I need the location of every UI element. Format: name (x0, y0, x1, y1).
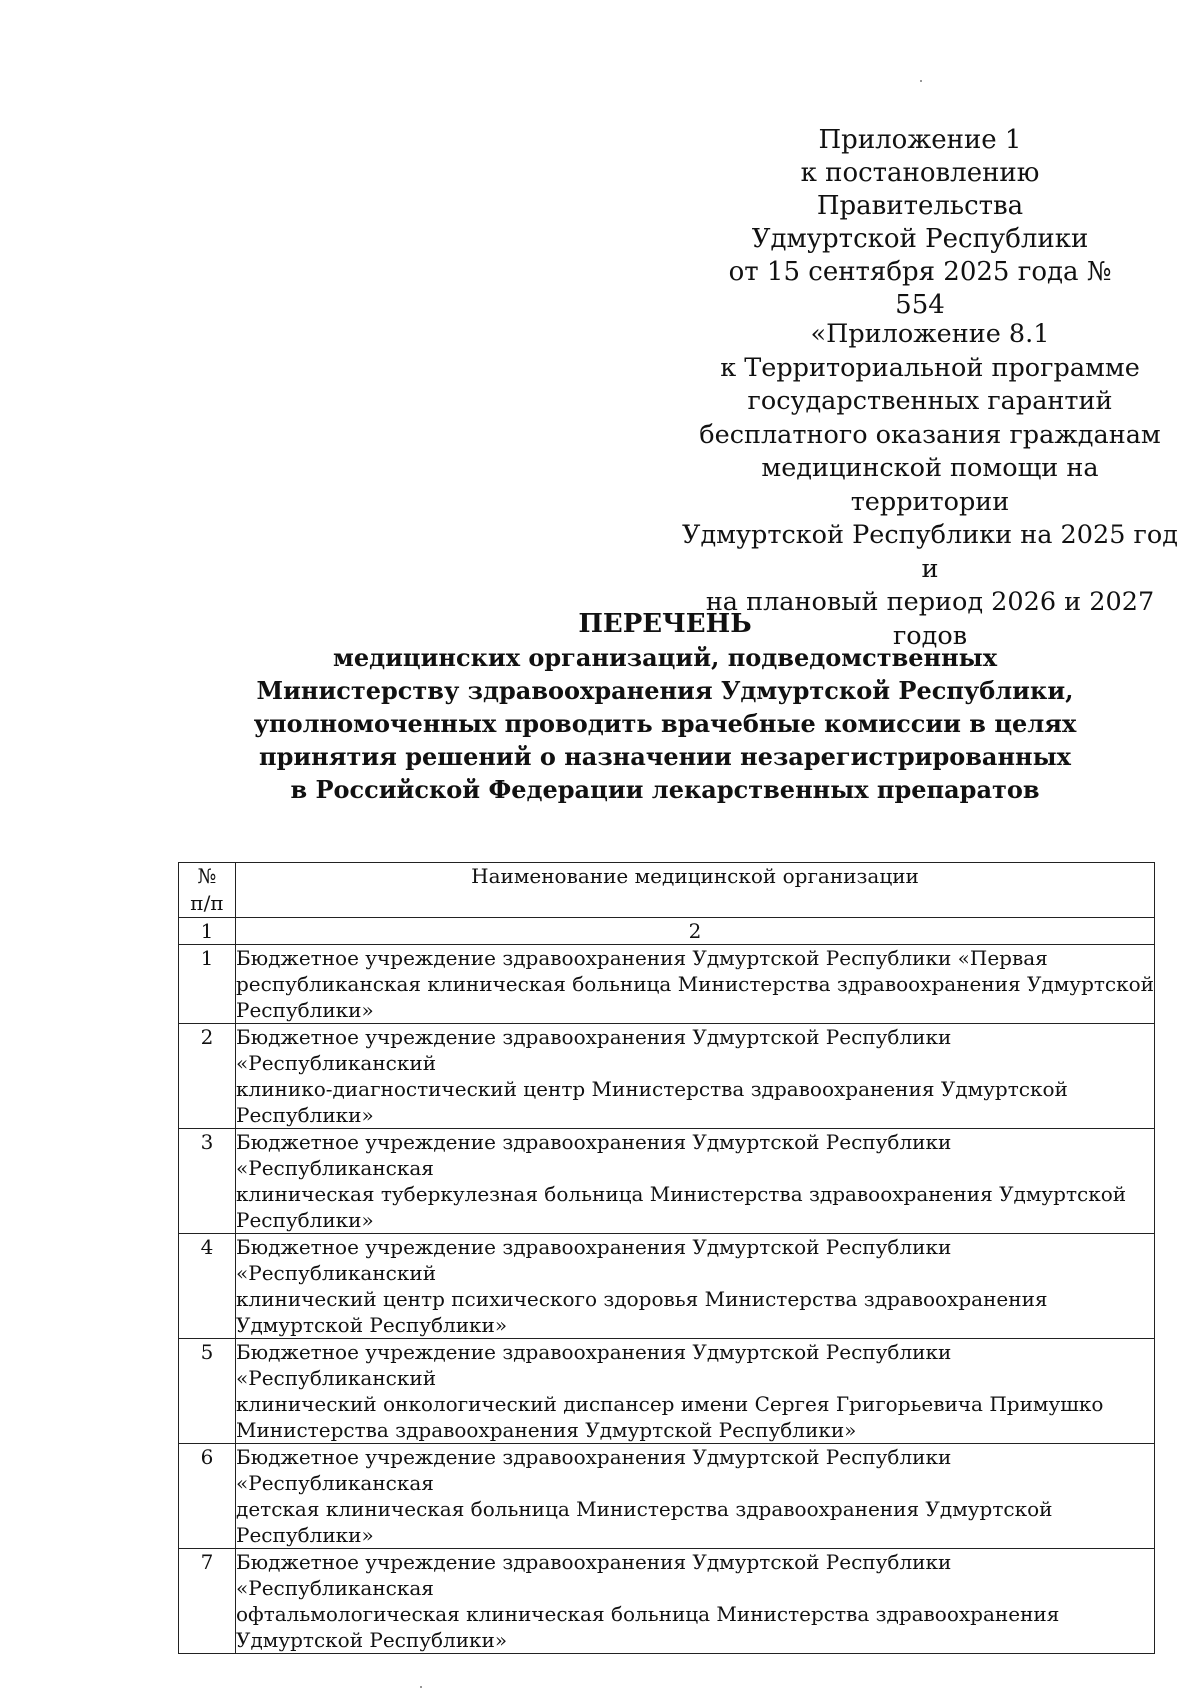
organization-name (236, 1024, 1155, 1129)
organization-name-line: Удмуртской Республики» (236, 1628, 508, 1652)
appendix-8-1-line: государственных гарантий (747, 386, 1113, 416)
organization-name-line: офтальмологическая клиническая больница Министерства здравоохранения (236, 1602, 1060, 1626)
organization-name-line: детская клиническая больница Министерства здравоохранения Удмуртской (236, 1497, 1053, 1521)
table-row (179, 945, 1155, 1024)
table-row (179, 1234, 1155, 1339)
organization-name-line: Бюджетное учреждение здравоохранения Удмуртской Республики «Республиканский (236, 1340, 952, 1390)
organization-name-line: Министерства здравоохранения Удмуртской Республики» (236, 1418, 857, 1442)
organization-name (236, 1339, 1155, 1444)
organization-name-line: Республики» (236, 1523, 374, 1547)
appendix-8-1-line: на плановый период 2026 и 2027 годов (705, 587, 1155, 651)
scan-speck (920, 80, 922, 82)
organization-name-line: республиканская клиническая больница Министерства здравоохранения Удмуртской (236, 972, 1155, 996)
table-row (179, 1339, 1155, 1444)
organization-name (236, 1129, 1155, 1234)
header-number-abbrev: п/п (190, 891, 224, 915)
document-title (170, 607, 1160, 806)
appendix-1-line: Удмуртской Республики (751, 224, 1089, 254)
row-number: 5 (179, 1339, 236, 1444)
organization-name (236, 1234, 1155, 1339)
column-index-1: 1 (179, 918, 236, 945)
appendix-1-reference (700, 124, 1140, 322)
title-subtitle (170, 641, 1160, 806)
organization-name-line: Бюджетное учреждение здравоохранения Удмуртской Республики «Республиканская (236, 1550, 952, 1600)
title-subtitle-line: принятия решений о назначении незарегистрированных (259, 742, 1071, 771)
organization-name-line: Бюджетное учреждение здравоохранения Удмуртской Республики «Республиканский (236, 1235, 952, 1285)
scan-speck (420, 1686, 422, 1688)
organization-name-line: клинический центр психического здоровья Министерства здравоохранения (236, 1287, 1048, 1311)
title-heading: ПЕРЕЧЕНЬ (578, 609, 752, 639)
organization-name-line: Бюджетное учреждение здравоохранения Удмуртской Республики «Республиканский (236, 1025, 952, 1075)
column-index-row (179, 918, 1155, 945)
appendix-8-1-line: к Территориальной программе (720, 352, 1140, 383)
row-number: 6 (179, 1444, 236, 1549)
organization-name (236, 1444, 1155, 1549)
appendix-8-1-line: бесплатного оказания гражданам (699, 419, 1161, 450)
header-number-symbol: № (197, 864, 217, 888)
appendix-8-1-reference (680, 318, 1180, 653)
organization-name-line: Республики» (236, 1208, 374, 1232)
row-number: 1 (179, 945, 236, 1024)
organization-name-line: Республики» (236, 1103, 374, 1127)
row-number: 2 (179, 1024, 236, 1129)
appendix-1-line: от 15 сентября 2025 года № 554 (728, 257, 1112, 320)
organization-name-line: Бюджетное учреждение здравоохранения Удмуртской Республики «Первая (236, 946, 1048, 970)
appendix-8-1-line: медицинской помощи на территории (761, 453, 1099, 517)
title-subtitle-line: медицинских организаций, подведомственных (332, 643, 998, 672)
organization-name-line: Республики» (236, 998, 374, 1022)
organization-name (236, 945, 1155, 1024)
title-subtitle-line: в Российской Федерации лекарственных препаратов (290, 775, 1040, 804)
column-index-2: 2 (236, 918, 1155, 945)
title-subtitle-line: уполномоченных проводить врачебные комиссии в целях (253, 709, 1077, 738)
appendix-8-1-line: «Приложение 8.1 (810, 319, 1050, 349)
row-number: 4 (179, 1234, 236, 1339)
organization-name (236, 1549, 1155, 1654)
appendix-1-line: к постановлению Правительства (800, 158, 1040, 221)
table-row (179, 1024, 1155, 1129)
table-header-row (179, 863, 1155, 918)
appendix-1-line: Приложение 1 (818, 125, 1022, 155)
table-row (179, 1129, 1155, 1234)
title-subtitle-line: Министерству здравоохранения Удмуртской Республики, (256, 676, 1074, 705)
organization-name-line: Бюджетное учреждение здравоохранения Удмуртской Республики «Республиканская (236, 1445, 952, 1495)
row-number: 3 (179, 1129, 236, 1234)
organization-name-line: клинический онкологический диспансер имени Сергея Григорьевича Примушко (236, 1392, 1104, 1416)
organization-name-line: Удмуртской Республики» (236, 1313, 508, 1337)
organization-name-line: клинико-диагностический центр Министерства здравоохранения Удмуртской (236, 1077, 1068, 1101)
row-number: 7 (179, 1549, 236, 1654)
organization-name-line: клиническая туберкулезная больница Министерства здравоохранения Удмуртской (236, 1182, 1127, 1206)
organization-name-line: Бюджетное учреждение здравоохранения Удмуртской Республики «Республиканская (236, 1130, 952, 1180)
header-name-cell: Наименование медицинской организации (236, 863, 1155, 918)
organizations-table (178, 862, 1155, 1654)
header-number-cell (179, 863, 236, 918)
appendix-8-1-line: Удмуртской Республики на 2025 год и (682, 520, 1178, 584)
table-row (179, 1549, 1155, 1654)
table-row (179, 1444, 1155, 1549)
